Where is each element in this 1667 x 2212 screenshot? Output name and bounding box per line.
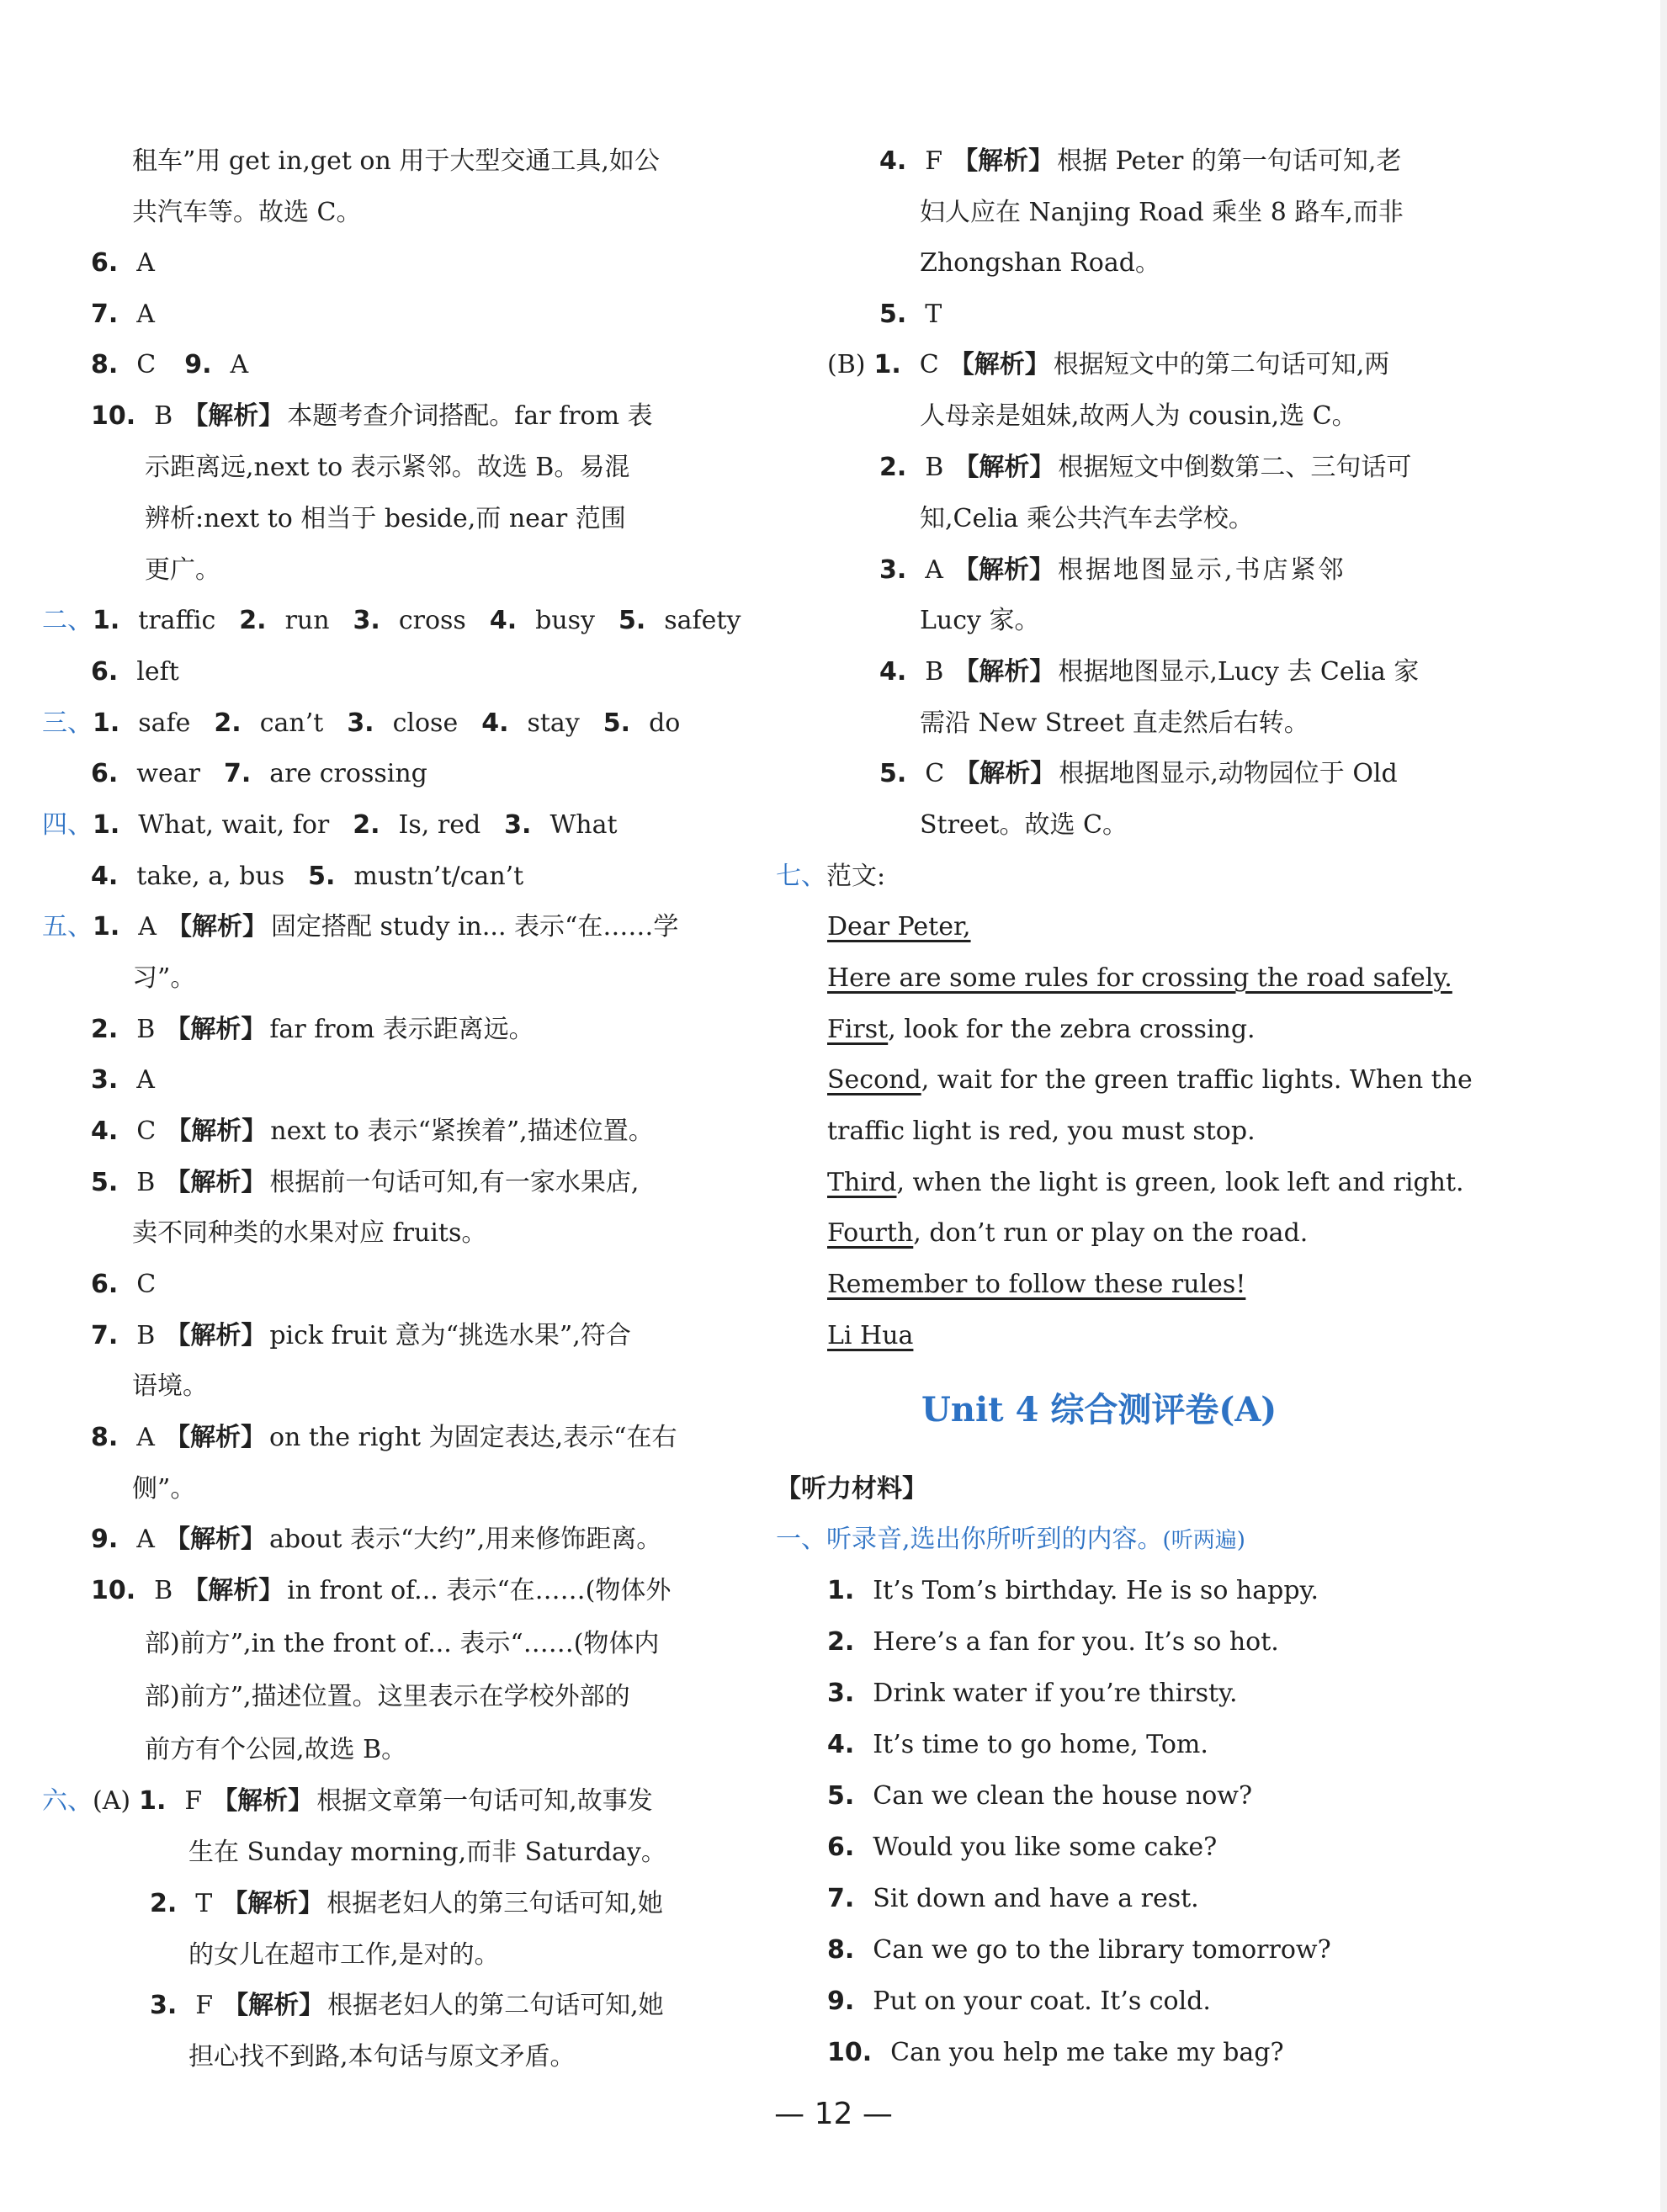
answer-7 [91, 298, 155, 332]
question-number: 3. [827, 1679, 855, 1708]
section-marker: 六、 [42, 1786, 93, 1816]
question-number: 1. [93, 606, 120, 635]
section-5-item-9 [91, 1523, 661, 1557]
answer-letter: A [136, 248, 155, 278]
question-number: 8. [91, 350, 119, 379]
listening-text: Drink water if you’re thirsty. [873, 1679, 1238, 1708]
question-number: 9. [91, 1525, 119, 1554]
part-b-item-5 [879, 757, 1398, 791]
analysis-tag: 【解析】 [164, 1423, 266, 1452]
listening-item [827, 1574, 1319, 1608]
answer-letter: B [925, 453, 944, 482]
analysis-text: 根据 Peter 的第一句话可知,老 [1057, 146, 1402, 176]
listening-text: Sit down and have a rest. [873, 1884, 1199, 1913]
question-number: 7. [827, 1884, 855, 1913]
analysis-text: 根据地图显示,动物园位于 Old [1059, 759, 1398, 788]
part-label: (B) [827, 350, 866, 379]
question-number: 5. [603, 708, 631, 738]
listening-item [827, 1780, 1252, 1813]
analysis-tag: 【解析】 [212, 1786, 314, 1816]
answer-letter: B [154, 1576, 173, 1605]
text-line: 习”。 [132, 963, 196, 993]
answer-letter: A [136, 300, 155, 329]
answer-word: Is, red [398, 810, 481, 840]
text-line: Zhongshan Road。 [920, 248, 1160, 278]
answer-letter: C [136, 1270, 157, 1299]
analysis-tag: 【解析】 [948, 350, 1050, 379]
analysis-tag: 【解析】 [953, 657, 1055, 687]
answer-letter: F [925, 146, 943, 176]
question-number: 4. [827, 1730, 855, 1759]
question-number: 7. [91, 1321, 119, 1350]
answer-6 [91, 247, 155, 280]
question-number: 6. [91, 657, 119, 687]
answer-letter: T [195, 1889, 213, 1918]
answer-letter: B [136, 1015, 156, 1044]
question-number: 5. [618, 606, 646, 635]
essay-line [827, 1217, 1308, 1250]
question-number: 1. [93, 912, 120, 942]
essay-text: , look for the zebra crossing. [888, 1015, 1256, 1044]
question-number: 5. [91, 1168, 119, 1197]
question-number: 2. [353, 810, 380, 840]
analysis-text: 根据老妇人的第二句话可知,她 [327, 1991, 664, 2020]
analysis-text: 固定搭配 study in... 表示“在……学 [270, 912, 679, 942]
essay-line: traffic light is red, you must stop. [827, 1117, 1256, 1146]
part-b-item-1 [827, 348, 1389, 382]
answer-word: can’t [259, 708, 324, 738]
analysis-tag: 【解析】 [953, 555, 1054, 585]
analysis-tag: 【解析】 [183, 401, 284, 431]
question-number: 7. [91, 300, 119, 329]
listening-section-1-heading [776, 1523, 1245, 1557]
text-line: 共汽车等。故选 C。 [132, 198, 362, 227]
answer-letter: C [919, 350, 939, 379]
section-marker: 二、 [42, 606, 93, 635]
analysis-tag: 【解析】 [222, 1889, 324, 1918]
section-marker: 五、 [42, 912, 93, 942]
answer-letter: A [136, 1525, 155, 1554]
answer-word: do [649, 708, 681, 738]
answer-letter: C [136, 1117, 157, 1146]
text-line: Street。故选 C。 [920, 810, 1128, 840]
question-number: 10. [91, 1576, 136, 1605]
question-number: 1. [93, 810, 120, 840]
analysis-tag: 【解析】 [165, 1168, 267, 1197]
section-5-item-10 [91, 1574, 671, 1608]
question-number: 2. [150, 1889, 178, 1918]
question-number: 6. [91, 248, 119, 278]
section-5-item-1 [42, 910, 678, 944]
section-7-heading [776, 860, 885, 894]
right-item-5 [879, 298, 942, 332]
answer-8-9 [91, 348, 248, 382]
page-edge [1660, 0, 1667, 2212]
answer-letter: F [184, 1786, 203, 1816]
question-number: 3. [353, 606, 380, 635]
answer-word: safety [664, 606, 741, 635]
analysis-tag: 【解析】 [953, 453, 1055, 482]
question-number: 3. [879, 555, 907, 585]
listening-item [827, 1728, 1208, 1762]
section-5-item-8 [91, 1421, 677, 1455]
question-number: 4. [481, 708, 509, 738]
text-line: 生在 Sunday morning,而非 Saturday。 [188, 1838, 666, 1867]
answer-letter: A [136, 1065, 155, 1095]
essay-line: Here are some rules for crossing the road safely. [827, 963, 1452, 993]
section-5-item-5 [91, 1166, 639, 1200]
essay-underlined-word: Third [827, 1168, 897, 1197]
part-b-item-3 [879, 554, 1346, 587]
answer-word: take, a, bus [136, 862, 285, 891]
question-number: 5. [879, 300, 907, 329]
text-line: 担心找不到路,本句话与原文矛盾。 [188, 2042, 576, 2071]
essay-underlined-word: Second [827, 1065, 921, 1095]
answer-word: traffic [138, 606, 216, 635]
listening-text: Can you help me take my bag? [890, 2038, 1284, 2067]
listening-item [827, 1882, 1199, 1916]
text-line: 示距离远,next to 表示紧邻。故选 B。易混 [145, 453, 630, 482]
question-number: 1. [827, 1576, 855, 1605]
question-number: 4. [879, 657, 907, 687]
text-line: 辨析:next to 相当于 beside,而 near 范围 [145, 504, 626, 533]
question-number: 7. [223, 759, 252, 788]
analysis-tag: 【解析】 [164, 1525, 266, 1554]
answer-word: What [549, 810, 618, 840]
question-number: 4. [489, 606, 518, 635]
answer-word: wear [136, 759, 200, 788]
text-line: 部)前方”,描述位置。这里表示在学校外部的 [145, 1682, 630, 1711]
question-number: 2. [879, 453, 907, 482]
analysis-text: 根据老妇人的第三句话可知,她 [326, 1889, 663, 1918]
question-number: 9. [184, 350, 212, 379]
section-4-row-1 [42, 809, 641, 842]
essay-line [827, 1013, 1256, 1047]
question-number: 10. [827, 2038, 873, 2067]
answer-10 [91, 400, 653, 433]
section-2-row-1 [42, 604, 764, 638]
text-line: 前方有个公园,故选 B。 [145, 1735, 407, 1764]
answer-word: safe [138, 708, 191, 738]
analysis-text: far from 表示距离远。 [269, 1015, 534, 1044]
part-label: (A) [93, 1786, 131, 1816]
answer-letter: A [136, 1423, 155, 1452]
text-line: 语境。 [132, 1371, 208, 1401]
question-number: 1. [873, 350, 901, 379]
text-line: Lucy 家。 [920, 606, 1040, 635]
section-marker: 四、 [42, 810, 93, 840]
section-5-item-4 [91, 1115, 654, 1148]
question-number: 3. [504, 810, 532, 840]
listening-item [827, 1626, 1279, 1659]
essay-line: Remember to follow these rules! [827, 1270, 1246, 1299]
listening-item [827, 1831, 1217, 1865]
listening-text: Can we go to the library tomorrow? [873, 1935, 1331, 1965]
listening-text: Would you like some cake? [873, 1833, 1218, 1862]
listening-text: Here’s a fan for you. It’s so hot. [873, 1627, 1279, 1657]
analysis-text: 根据地图显示,书店紧邻 [1057, 555, 1346, 585]
essay-text: , wait for the green traffic lights. When the [921, 1065, 1473, 1095]
answer-letter: B [136, 1168, 156, 1197]
section-3-row-1 [42, 707, 703, 740]
essay-line: Li Hua [827, 1321, 914, 1350]
essay-line [827, 1064, 1473, 1097]
answer-letter: A [138, 912, 157, 942]
question-number: 5. [308, 862, 336, 891]
section-6-item-2 [150, 1887, 663, 1921]
unit-title: Unit 4 综合测评卷(A) [921, 1390, 1277, 1430]
section-title: 一、听录音,选出你所听到的内容。 [776, 1525, 1163, 1554]
analysis-text: 根据短文中的第二句话可知,两 [1053, 350, 1390, 379]
section-3-row-2 [91, 757, 451, 791]
answer-letter: F [195, 1991, 214, 2020]
right-item-4 [879, 145, 1401, 178]
essay-line: Dear Peter, [827, 912, 971, 942]
page-number: — 12 — [774, 2097, 893, 2131]
answer-letter: B [154, 401, 173, 431]
text-line: 租车”用 get in,get on 用于大型交通工具,如公 [132, 146, 660, 176]
essay-line [827, 1166, 1464, 1200]
answer-letter: B [136, 1321, 156, 1350]
text-line: 妇人应在 Nanjing Road 乘坐 8 路车,而非 [920, 198, 1404, 227]
answer-letter: C [136, 350, 157, 379]
question-number: 5. [879, 759, 907, 788]
section-2-row-2 [91, 655, 203, 689]
analysis-text: next to 表示“紧挨着”,描述位置。 [270, 1117, 654, 1146]
section-4-row-2 [91, 860, 547, 894]
answer-word: close [392, 708, 459, 738]
listening-text: Can we clean the house now? [873, 1781, 1253, 1811]
text-line: 需沿 New Street 直走然后右转。 [920, 708, 1309, 738]
question-number: 10. [91, 401, 136, 431]
analysis-tag: 【解析】 [954, 759, 1056, 788]
text-line: 侧”。 [132, 1474, 196, 1504]
answer-word: busy [535, 606, 595, 635]
text-line: 部)前方”,in the front of... 表示“……(物体内 [145, 1629, 660, 1658]
essay-underlined-word: Fourth [827, 1218, 914, 1248]
analysis-text: 本题考查介词搭配。far from 表 [287, 401, 653, 431]
question-number: 8. [91, 1423, 119, 1452]
question-number: 5. [827, 1781, 855, 1811]
question-number: 8. [827, 1935, 855, 1965]
analysis-text: about 表示“大约”,用来修饰距离。 [268, 1525, 662, 1554]
question-number: 2. [827, 1627, 855, 1657]
section-note: (听两遍) [1162, 1528, 1245, 1553]
analysis-tag: 【解析】 [183, 1576, 284, 1605]
answer-letter: A [230, 350, 249, 379]
answer-word: left [136, 657, 179, 687]
question-number: 4. [879, 146, 907, 176]
answer-letter: B [925, 657, 944, 687]
listening-text: It’s Tom’s birthday. He is so happy. [873, 1576, 1319, 1605]
question-number: 3. [91, 1065, 119, 1095]
listening-item [827, 1985, 1211, 2018]
analysis-tag: 【解析】 [165, 1321, 267, 1350]
part-b-item-4 [879, 655, 1419, 689]
answer-word: run [284, 606, 330, 635]
listening-item [827, 1934, 1331, 1967]
answer-word: are crossing [269, 759, 427, 788]
listening-text: Put on your coat. It’s cold. [873, 1987, 1211, 2016]
question-number: 1. [93, 708, 120, 738]
analysis-text: pick fruit 意为“挑选水果”,符合 [269, 1321, 631, 1350]
text-line: 人母亲是姐妹,故两人为 cousin,选 C。 [920, 401, 1357, 431]
model-essay-label: 范文: [826, 862, 886, 891]
essay-text: , when the light is green, look left and right. [896, 1168, 1464, 1197]
analysis-text: 根据短文中倒数第二、三句话可 [1058, 453, 1412, 482]
analysis-text: 根据文章第一句话可知,故事发 [316, 1786, 653, 1816]
section-6-item-3 [150, 1989, 664, 2023]
answer-word: cross [398, 606, 466, 635]
question-number: 1. [139, 1786, 167, 1816]
part-b-item-2 [879, 451, 1411, 485]
analysis-tag: 【解析】 [223, 1991, 325, 2020]
section-5-item-3 [91, 1064, 155, 1097]
analysis-tag: 【解析】 [166, 912, 268, 942]
text-line: 更广。 [145, 555, 220, 585]
section-5-item-2 [91, 1013, 534, 1047]
analysis-tag: 【解析】 [166, 1117, 268, 1146]
text-line: 知,Celia 乘公共汽车去学校。 [920, 504, 1254, 533]
essay-text: , don’t run or play on the road. [913, 1218, 1309, 1248]
essay-underlined-word: First [827, 1015, 889, 1044]
section-5-item-7 [91, 1319, 631, 1353]
text-line: 的女儿在超市工作,是对的。 [188, 1940, 500, 1970]
answer-letter: T [925, 300, 942, 329]
question-number: 4. [91, 1117, 119, 1146]
analysis-text: in front of... 表示“在……(物体外 [287, 1576, 672, 1605]
analysis-text: 根据地图显示,Lucy 去 Celia 家 [1058, 657, 1420, 687]
question-number: 3. [150, 1991, 178, 2020]
listening-heading: 【听力材料】 [776, 1474, 927, 1504]
listening-item [827, 1677, 1238, 1711]
question-number: 9. [827, 1987, 855, 2016]
analysis-text: on the right 为固定表达,表示“在右 [268, 1423, 677, 1452]
answer-word: What, wait, for [138, 810, 330, 840]
listening-item [827, 2036, 1284, 2070]
question-number: 4. [91, 862, 119, 891]
text-line: 卖不同种类的水果对应 fruits。 [132, 1218, 487, 1248]
section-5-item-6 [91, 1268, 156, 1302]
analysis-tag: 【解析】 [165, 1015, 267, 1044]
answer-letter: A [925, 555, 943, 585]
section-6-item-1 [42, 1785, 653, 1818]
analysis-text: 根据前一句话可知,有一家水果店, [269, 1168, 640, 1197]
question-number: 2. [214, 708, 242, 738]
question-number: 3. [347, 708, 374, 738]
answer-word: stay [527, 708, 580, 738]
analysis-tag: 【解析】 [953, 146, 1054, 176]
question-number: 6. [91, 759, 119, 788]
answer-word: mustn’t/can’t [353, 862, 524, 891]
question-number: 6. [91, 1270, 119, 1299]
section-marker: 七、 [776, 862, 826, 891]
listening-text: It’s time to go home, Tom. [873, 1730, 1208, 1759]
question-number: 2. [239, 606, 267, 635]
question-number: 2. [91, 1015, 119, 1044]
answer-letter: C [925, 759, 945, 788]
section-marker: 三、 [42, 708, 93, 738]
question-number: 6. [827, 1833, 855, 1862]
